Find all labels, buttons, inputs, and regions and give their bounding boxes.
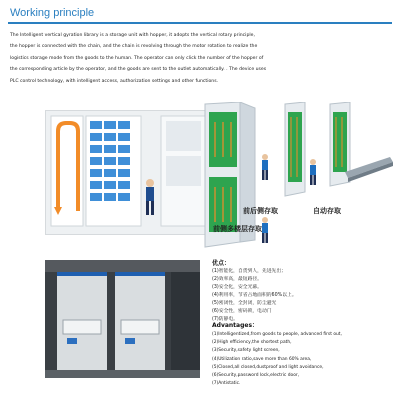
caption-auto-access: 自动存取 — [313, 207, 341, 215]
machines-illustration — [45, 260, 200, 378]
features-title: 优点： — [212, 260, 231, 267]
operator-figure — [310, 159, 316, 185]
intro-paragraph — [10, 30, 382, 87]
intro-line: the hopper is connected with the chain, and the chain is revolving through the motor rotation to realize the — [10, 44, 258, 50]
auto-access-machine — [330, 102, 393, 186]
operator-figure — [262, 217, 268, 243]
intro-line: logistics storage mode from the goods to the human. The operator can only click the number of the hopper of — [10, 55, 264, 61]
carousel-machines-photo — [45, 260, 200, 378]
advantages-list — [212, 331, 342, 388]
features-list — [212, 268, 297, 324]
access-modes-diagram — [185, 102, 395, 252]
storage-machine — [115, 272, 165, 370]
operator-figure — [262, 154, 268, 180]
title-underline — [8, 22, 392, 24]
list-item: (1)Intelligentized,from goods to people, advanced first out, — [212, 332, 342, 337]
intro-line: the corresponding article by the operator, and the goods are sent to the outlet automatically. . The device uses — [10, 67, 267, 73]
shelf-rack — [86, 116, 141, 226]
caption-multi-floor-access: 前侧多楼层存取 — [213, 225, 262, 233]
front-back-access-machine — [285, 102, 305, 196]
storage-machine — [57, 272, 107, 370]
list-item: (2)效率高，最短路径。 — [212, 277, 262, 282]
list-item: (7)Antistatic. — [212, 381, 241, 387]
list-item: (3)安全化，安全光幕。 — [212, 285, 262, 290]
advantages-title: Advantages： — [212, 322, 259, 329]
list-item: (6)安全性，密码锁，电动门 — [212, 309, 272, 314]
intro-line: The Intelligent vertical gyration library is a storage unit with hopper, it adopts the vertical rotary principle, — [10, 33, 255, 38]
list-item: (4)Utilization ratio,save more than 60% area, — [212, 356, 312, 362]
intro-line: PLC control technology, with intelligent access, authorization settings and other functions. — [10, 78, 219, 84]
caption-front-back-access: 前后侧存取 — [243, 207, 278, 215]
list-item: (5)Closed,all closed,dustproof and light avoidance, — [212, 364, 324, 370]
list-item: (1)智能化，自货到人，先进先出； — [212, 269, 286, 274]
list-item: (5)密闭性，全封闭，防尘避光 — [212, 301, 277, 306]
list-item: (6)Security,password lock,electric door, — [212, 373, 300, 379]
page-title: Working principle — [10, 7, 95, 19]
list-item: (2)High efficiency,the shortest path, — [212, 340, 292, 346]
list-item: (3)Security,safety light screen, — [212, 348, 280, 354]
list-item: (7)防静电。 — [212, 317, 238, 322]
list-item: (4)利用率，节省占地面积的60%以上。 — [212, 293, 297, 298]
